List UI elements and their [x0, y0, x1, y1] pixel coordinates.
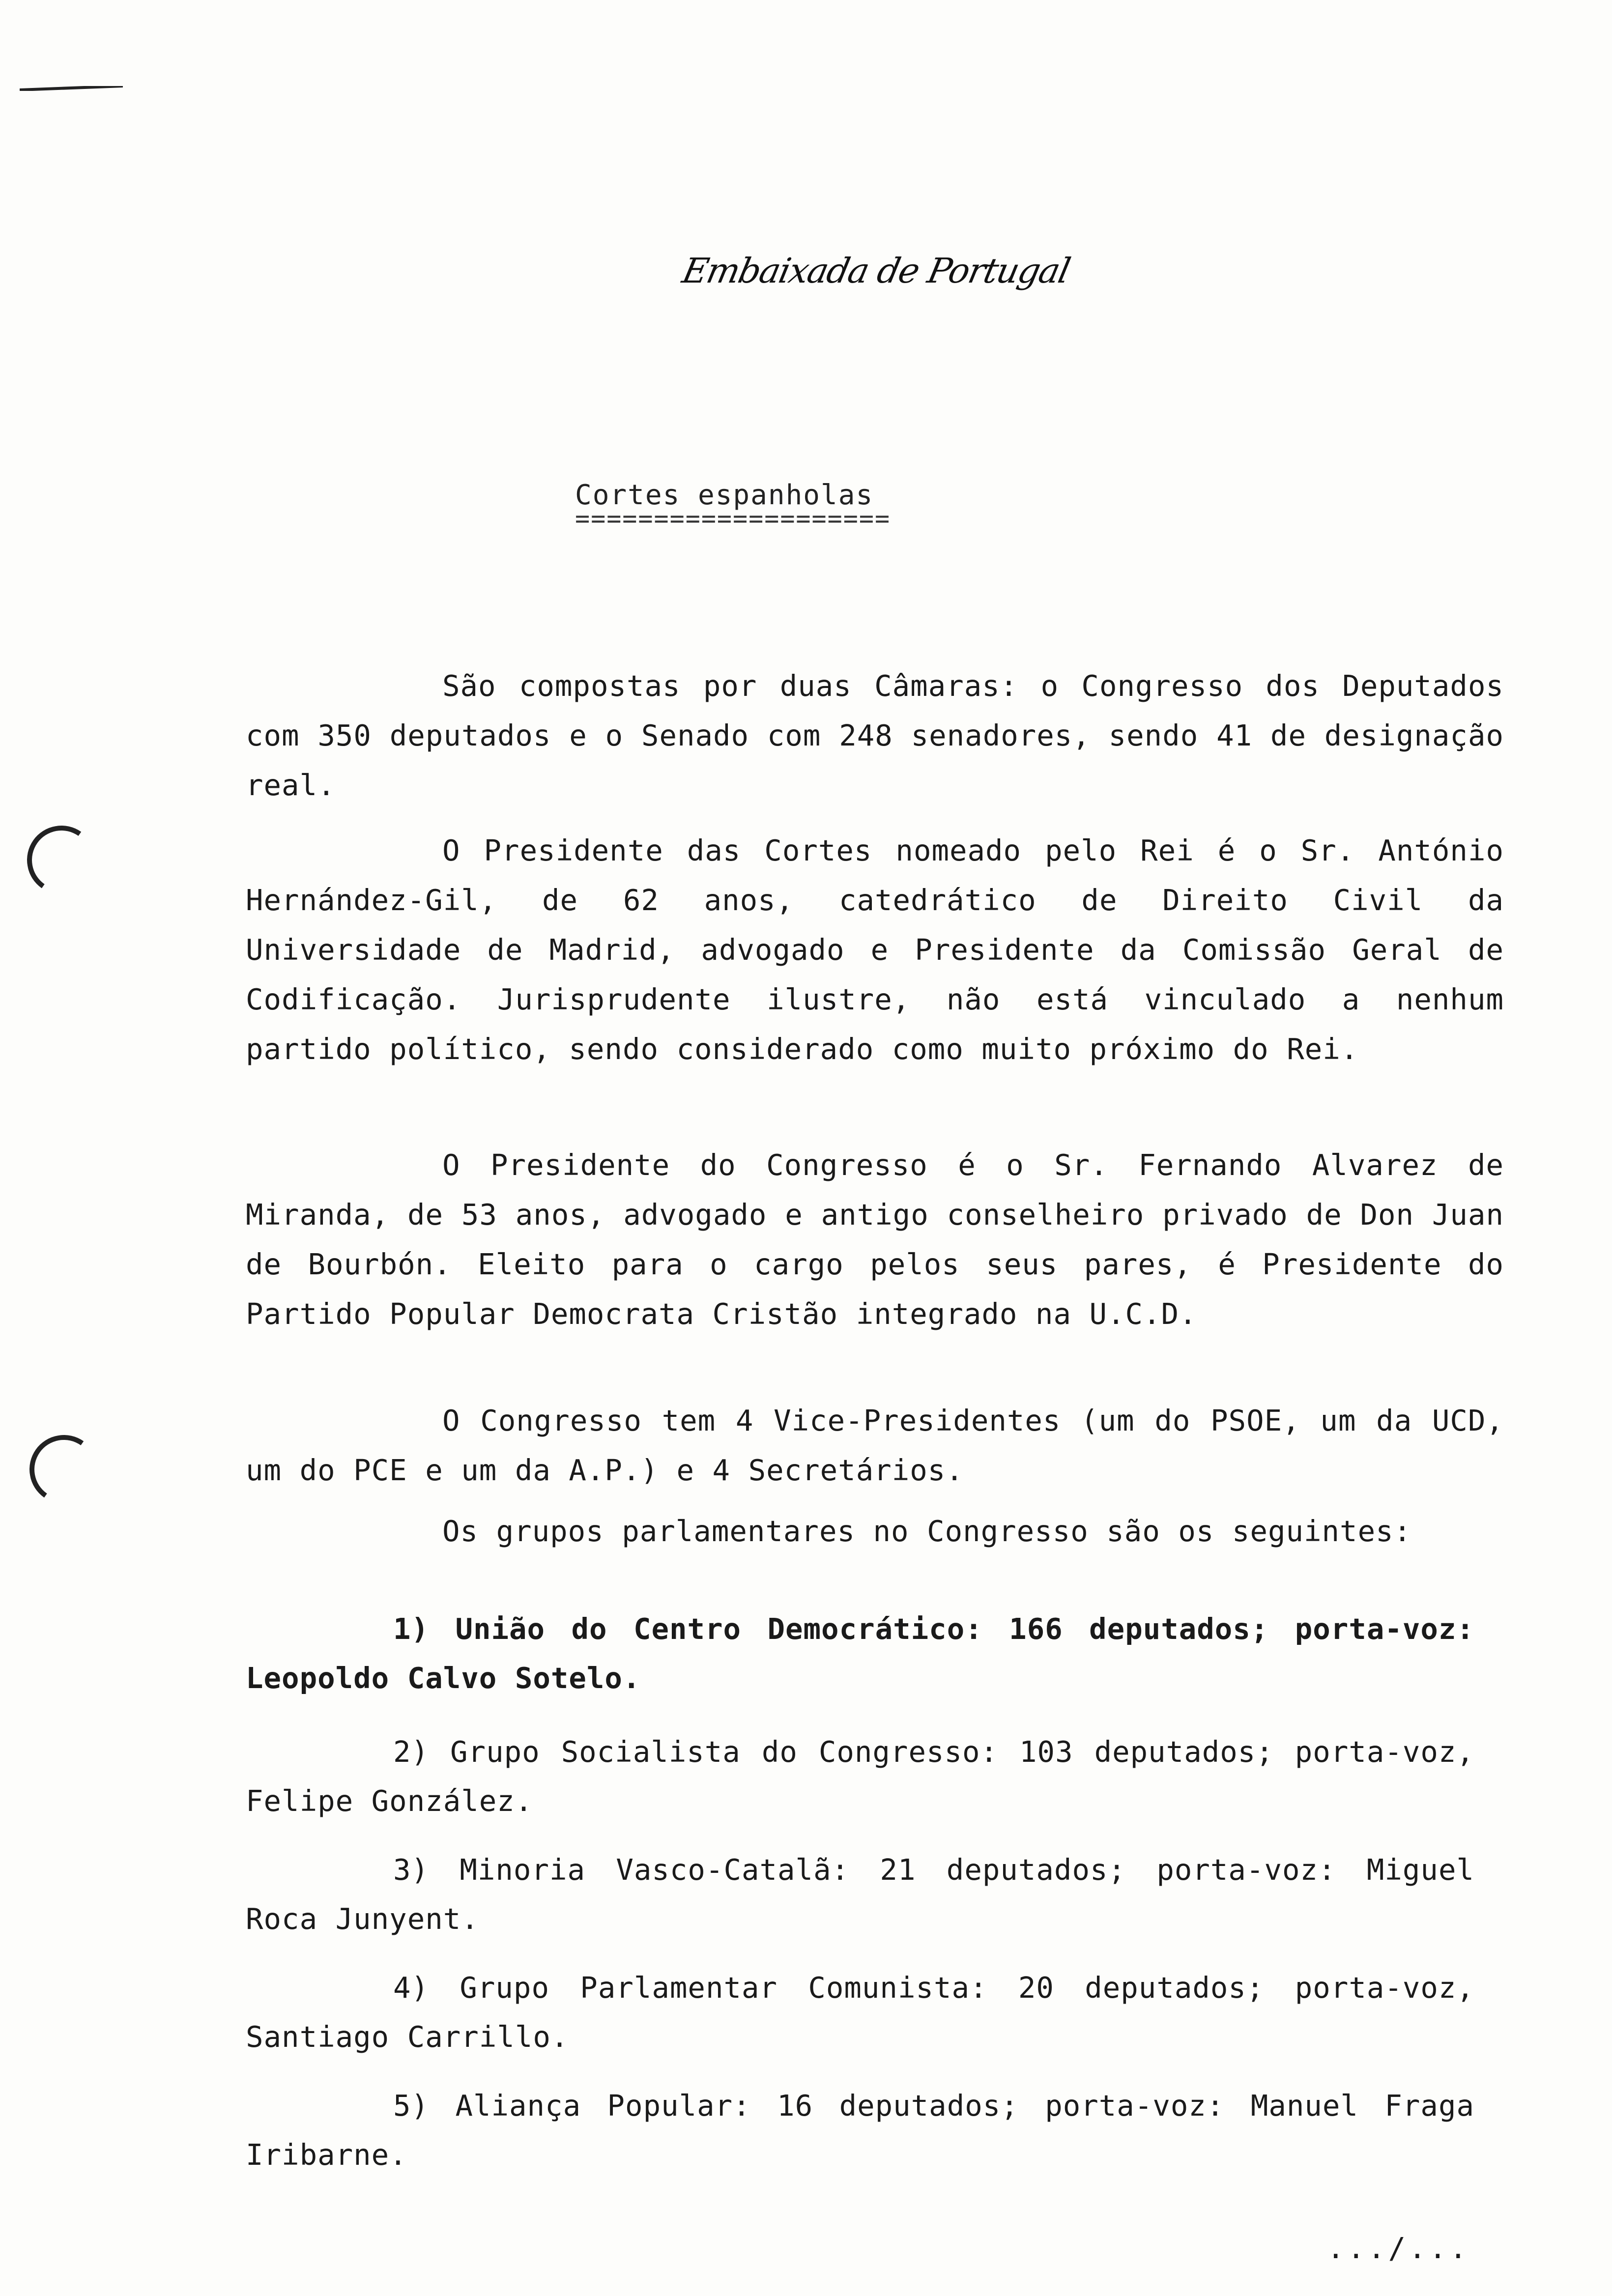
punch-hole-mark — [22, 820, 101, 900]
paragraph-chambers: São compostas por duas Câmaras: o Congresso dos Deputados com 350 deputados e o Senado com 248 senadores, sendo 41 de designação real. — [246, 669, 1504, 802]
paragraph-groups-intro: Os grupos parlamentares no Congresso são os seguintes: — [442, 1514, 1412, 1548]
list-item: 1) União do Centro Democrático: 166 deputados; porta-voz: Leopoldo Calvo Sotelo. — [246, 1612, 1474, 1695]
paragraph-cortes-president: O Presidente das Cortes nomeado pelo Rei é o Sr. António Hernández-Gil, de 62 anos, catedrático de Direito Civil da Universidade de Madrid, advogado e Presidente da Comissão Geral de Codificação. Jurisprudente ilustre, não está vinculado a nenhum partido político, sendo considerado como muito próximo do Rei. — [246, 833, 1504, 1066]
page-continuation-mark: .../... — [1327, 2231, 1470, 2265]
paragraph-congress-president: O Presidente do Congresso é o Sr. Fernando Alvarez de Miranda, de 53 anos, advogado e antigo conselheiro privado de Don Juan de Bourbón. Eleito para o cargo pelos seus pares, é Presidente do Partido Popular Democrata Cristão integrado na U.C.D. — [246, 1148, 1504, 1331]
title-block — [575, 479, 998, 526]
title-underline: ==================== — [575, 511, 891, 526]
letterhead: Embaixada de Portugal — [679, 251, 1073, 291]
paragraph-vice-presidents: O Congresso tem 4 Vice-Presidentes (um do PSOE, um da UCD, um do PCE e um da A.P.) e 4 Secretários. — [246, 1404, 1504, 1487]
pen-stroke-mark — [20, 86, 123, 91]
list-item: 4) Grupo Parlamentar Comunista: 20 deputados; porta-voz, Santiago Carrillo. — [246, 1971, 1474, 2054]
page-title: Cortes espanholas — [575, 479, 874, 511]
list-item: 5) Aliança Popular: 16 deputados; porta-voz: Manuel Fraga Iribarne. — [246, 2089, 1474, 2172]
list-item: 2) Grupo Socialista do Congresso: 103 deputados; porta-voz, Felipe González. — [246, 1735, 1474, 1818]
punch-hole-mark — [24, 1430, 104, 1509]
list-item: 3) Minoria Vasco-Catalã: 21 deputados; porta-voz: Miguel Roca Junyent. — [246, 1853, 1474, 1936]
